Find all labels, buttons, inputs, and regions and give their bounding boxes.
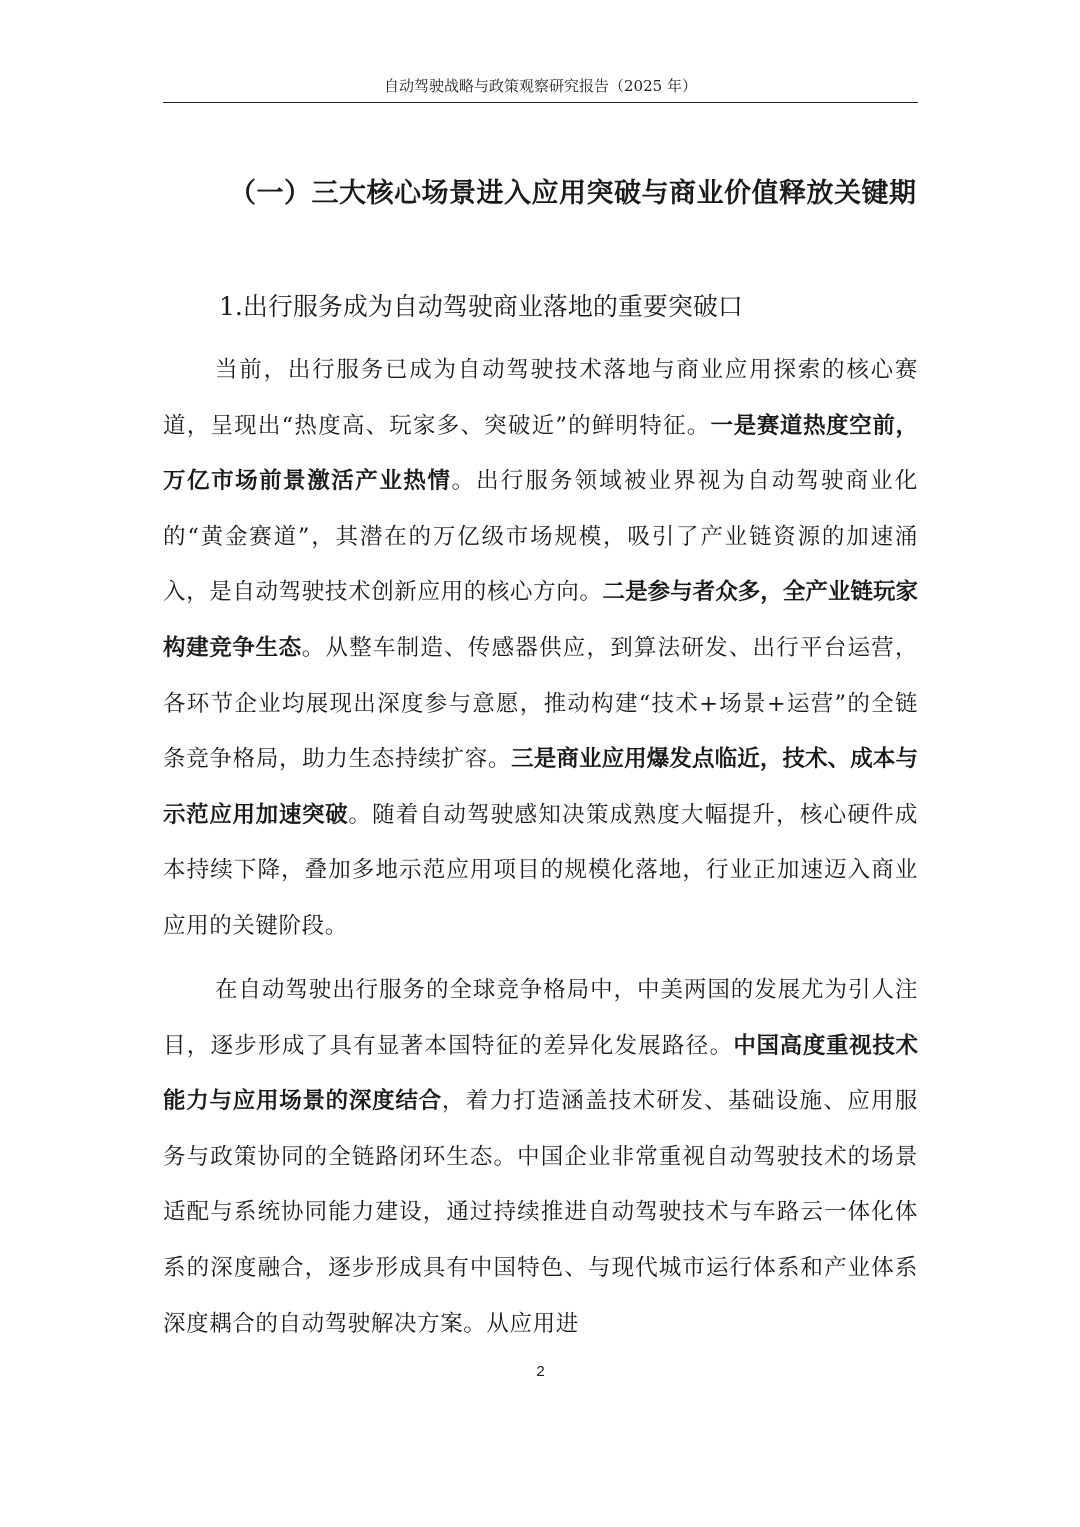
body-paragraph-1	[163, 343, 918, 955]
body-paragraph-2	[163, 963, 918, 1352]
paragraph-text: 。从整车制造、传感器供应，到算法研发、出行平台运营，各环节企业均展现出深度参与意愿，推动构建“技术+场景+运营”的全链条竞争格局，助力生态持续扩容。	[163, 634, 918, 773]
paragraph-text: 当前，出行服务已成为自动驾驶技术落地与商业应用探索的核心赛道，呈现出“热度高、玩家多、突破近”的鲜明特征。	[163, 357, 918, 439]
running-header: 自动驾驶战略与政策观察研究报告（2025 年）	[384, 77, 697, 95]
header-divider	[163, 102, 918, 103]
key-point-1: 一是赛道热度空前，万亿市场前景激活产业热情	[163, 412, 918, 495]
section-heading: （一）三大核心场景进入应用突破与商业价值释放关键期	[229, 178, 917, 209]
paragraph-text: 。随着自动驾驶感知决策成熟度大幅提升，核心硬件成本持续下降，叠加多地示范应用项目的规模化落地，行业正加速迈入商业应用的关键阶段。	[163, 801, 918, 939]
key-point-china: 中国高度重视技术能力与应用场景的深度结合	[163, 1032, 918, 1115]
paragraph-text: 。出行服务领域被业界视为自动驾驶商业化的“黄金赛道”，其潜在的万亿级市场规模，吸引了产业链资源的加速涌入，是自动驾驶技术创新应用的核心方向。	[163, 468, 918, 606]
key-point-2: 二是参与者众多，全产业链玩家构建竞争生态	[163, 579, 918, 661]
page-number: 2	[536, 1363, 545, 1380]
subsection-heading: 1.出行服务成为自动驾驶商业落地的重要突破口	[219, 292, 743, 321]
key-point-3: 三是商业应用爆发点临近，技术、成本与示范应用加速突破	[163, 746, 918, 828]
paragraph-text: 在自动驾驶出行服务的全球竞争格局中，中美两国的发展尤为引人注目，逐步形成了具有显著本国特征的差异化发展路径。	[163, 977, 918, 1059]
paragraph-text: ，着力打造涵盖技术研发、基础设施、应用服务与政策协同的全链路闭环生态。中国企业非常重视自动驾驶技术的场景适配与系统协同能力建设，通过持续推进自动驾驶技术与车路云一体化体系的深度融合，逐步形成具有中国特色、与现代城市运行体系和产业体系深度耦合的自动驾驶解决方案。从应用进	[163, 1088, 918, 1337]
